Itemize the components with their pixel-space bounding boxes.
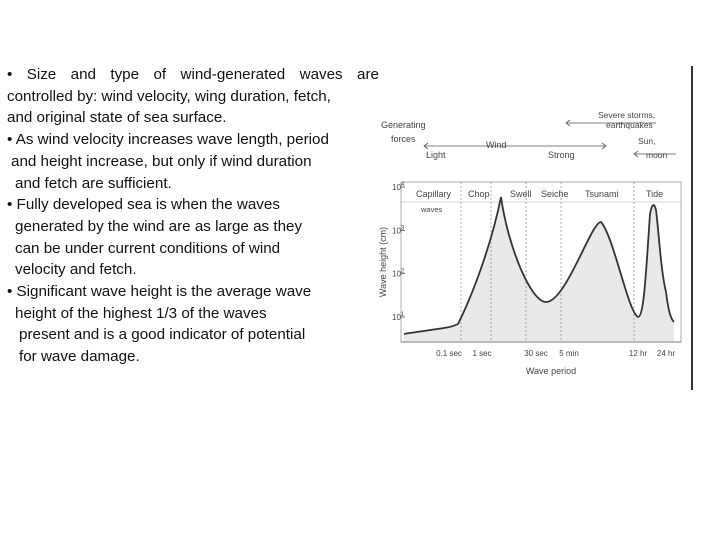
y-axis-label: Wave height (cm) — [378, 226, 388, 298]
bullet-line: present and is a good indicator of potential — [19, 326, 306, 344]
force-severe-line-1: Severe storms, — [598, 110, 656, 120]
bullet-item — [7, 281, 379, 368]
y-tick-label: $10^1$ — [392, 312, 405, 322]
wave-type-swell: Swell — [510, 189, 532, 199]
bullet-line: controlled by: wind velocity, wing duration, fetch, — [7, 87, 331, 105]
force-strong: Strong — [548, 150, 575, 160]
bullet-line: for wave damage. — [19, 348, 140, 366]
bullet-line: can be under current conditions of wind — [15, 239, 281, 257]
wave-type-seiche: Seiche — [541, 189, 569, 199]
force-wind: Wind — [486, 140, 507, 150]
force-severe-line-2: earthquakes — [606, 120, 653, 130]
y-tick-label: $10^2$ — [392, 268, 405, 279]
y-axis-ticks — [392, 182, 405, 322]
generating-forces-label — [381, 120, 426, 144]
x-tick-label: 0.1 sec — [436, 349, 462, 358]
bullet-item — [7, 194, 379, 281]
wave-height-diagram — [376, 62, 696, 392]
bullet-line: and height increase, but only if wind duration — [11, 152, 312, 170]
wave-type-capillary: Capillary — [416, 189, 452, 199]
force-sun-line: Sun, — [638, 136, 656, 146]
force-light: Light — [426, 150, 446, 160]
x-tick-label: 24 hr — [656, 349, 676, 358]
bullet-item — [7, 129, 379, 194]
area-under-curve — [404, 197, 674, 342]
bullet-line: • As wind velocity increases wave length, period — [7, 131, 329, 149]
bullet-list — [7, 64, 379, 368]
bullet-line: • Size and type of wind-generated waves are — [7, 66, 379, 83]
y-tick-label: $10^3$ — [392, 225, 405, 236]
x-tick-label: 1 sec — [472, 349, 492, 358]
wave-type-capillary-sub: waves — [421, 205, 443, 214]
bullet-line: • Fully developed sea is when the waves — [7, 196, 280, 214]
x-tick-label: 5 min — [559, 349, 579, 358]
bullet-line: and original state of sea surface. — [7, 109, 227, 127]
wave-type-chop: Chop — [468, 189, 490, 199]
bullet-line: and fetch are sufficient. — [15, 174, 172, 192]
wave-type-tide: Tide — [646, 189, 664, 199]
wave-type-tsunami: Tsunami — [585, 189, 619, 199]
generating-label-line-2: forces — [391, 134, 416, 144]
x-axis-ticks — [436, 349, 675, 358]
x-tick-label: 12 hr — [628, 349, 648, 358]
bullet-line: velocity and fetch. — [15, 261, 137, 279]
force-moon-line: moon — [646, 150, 668, 160]
generating-label-line-1: Generating — [381, 120, 426, 130]
bullet-line: • Significant wave height is the average wave — [7, 283, 312, 301]
bullet-line: generated by the wind are as large as they — [15, 217, 303, 235]
x-axis-label: Wave period — [525, 366, 577, 376]
x-tick-label: 30 sec — [524, 349, 548, 358]
bullet-item — [7, 64, 379, 129]
y-tick-label: $10^4$ — [392, 182, 405, 192]
bullet-line: height of the highest 1/3 of the waves — [15, 304, 267, 322]
